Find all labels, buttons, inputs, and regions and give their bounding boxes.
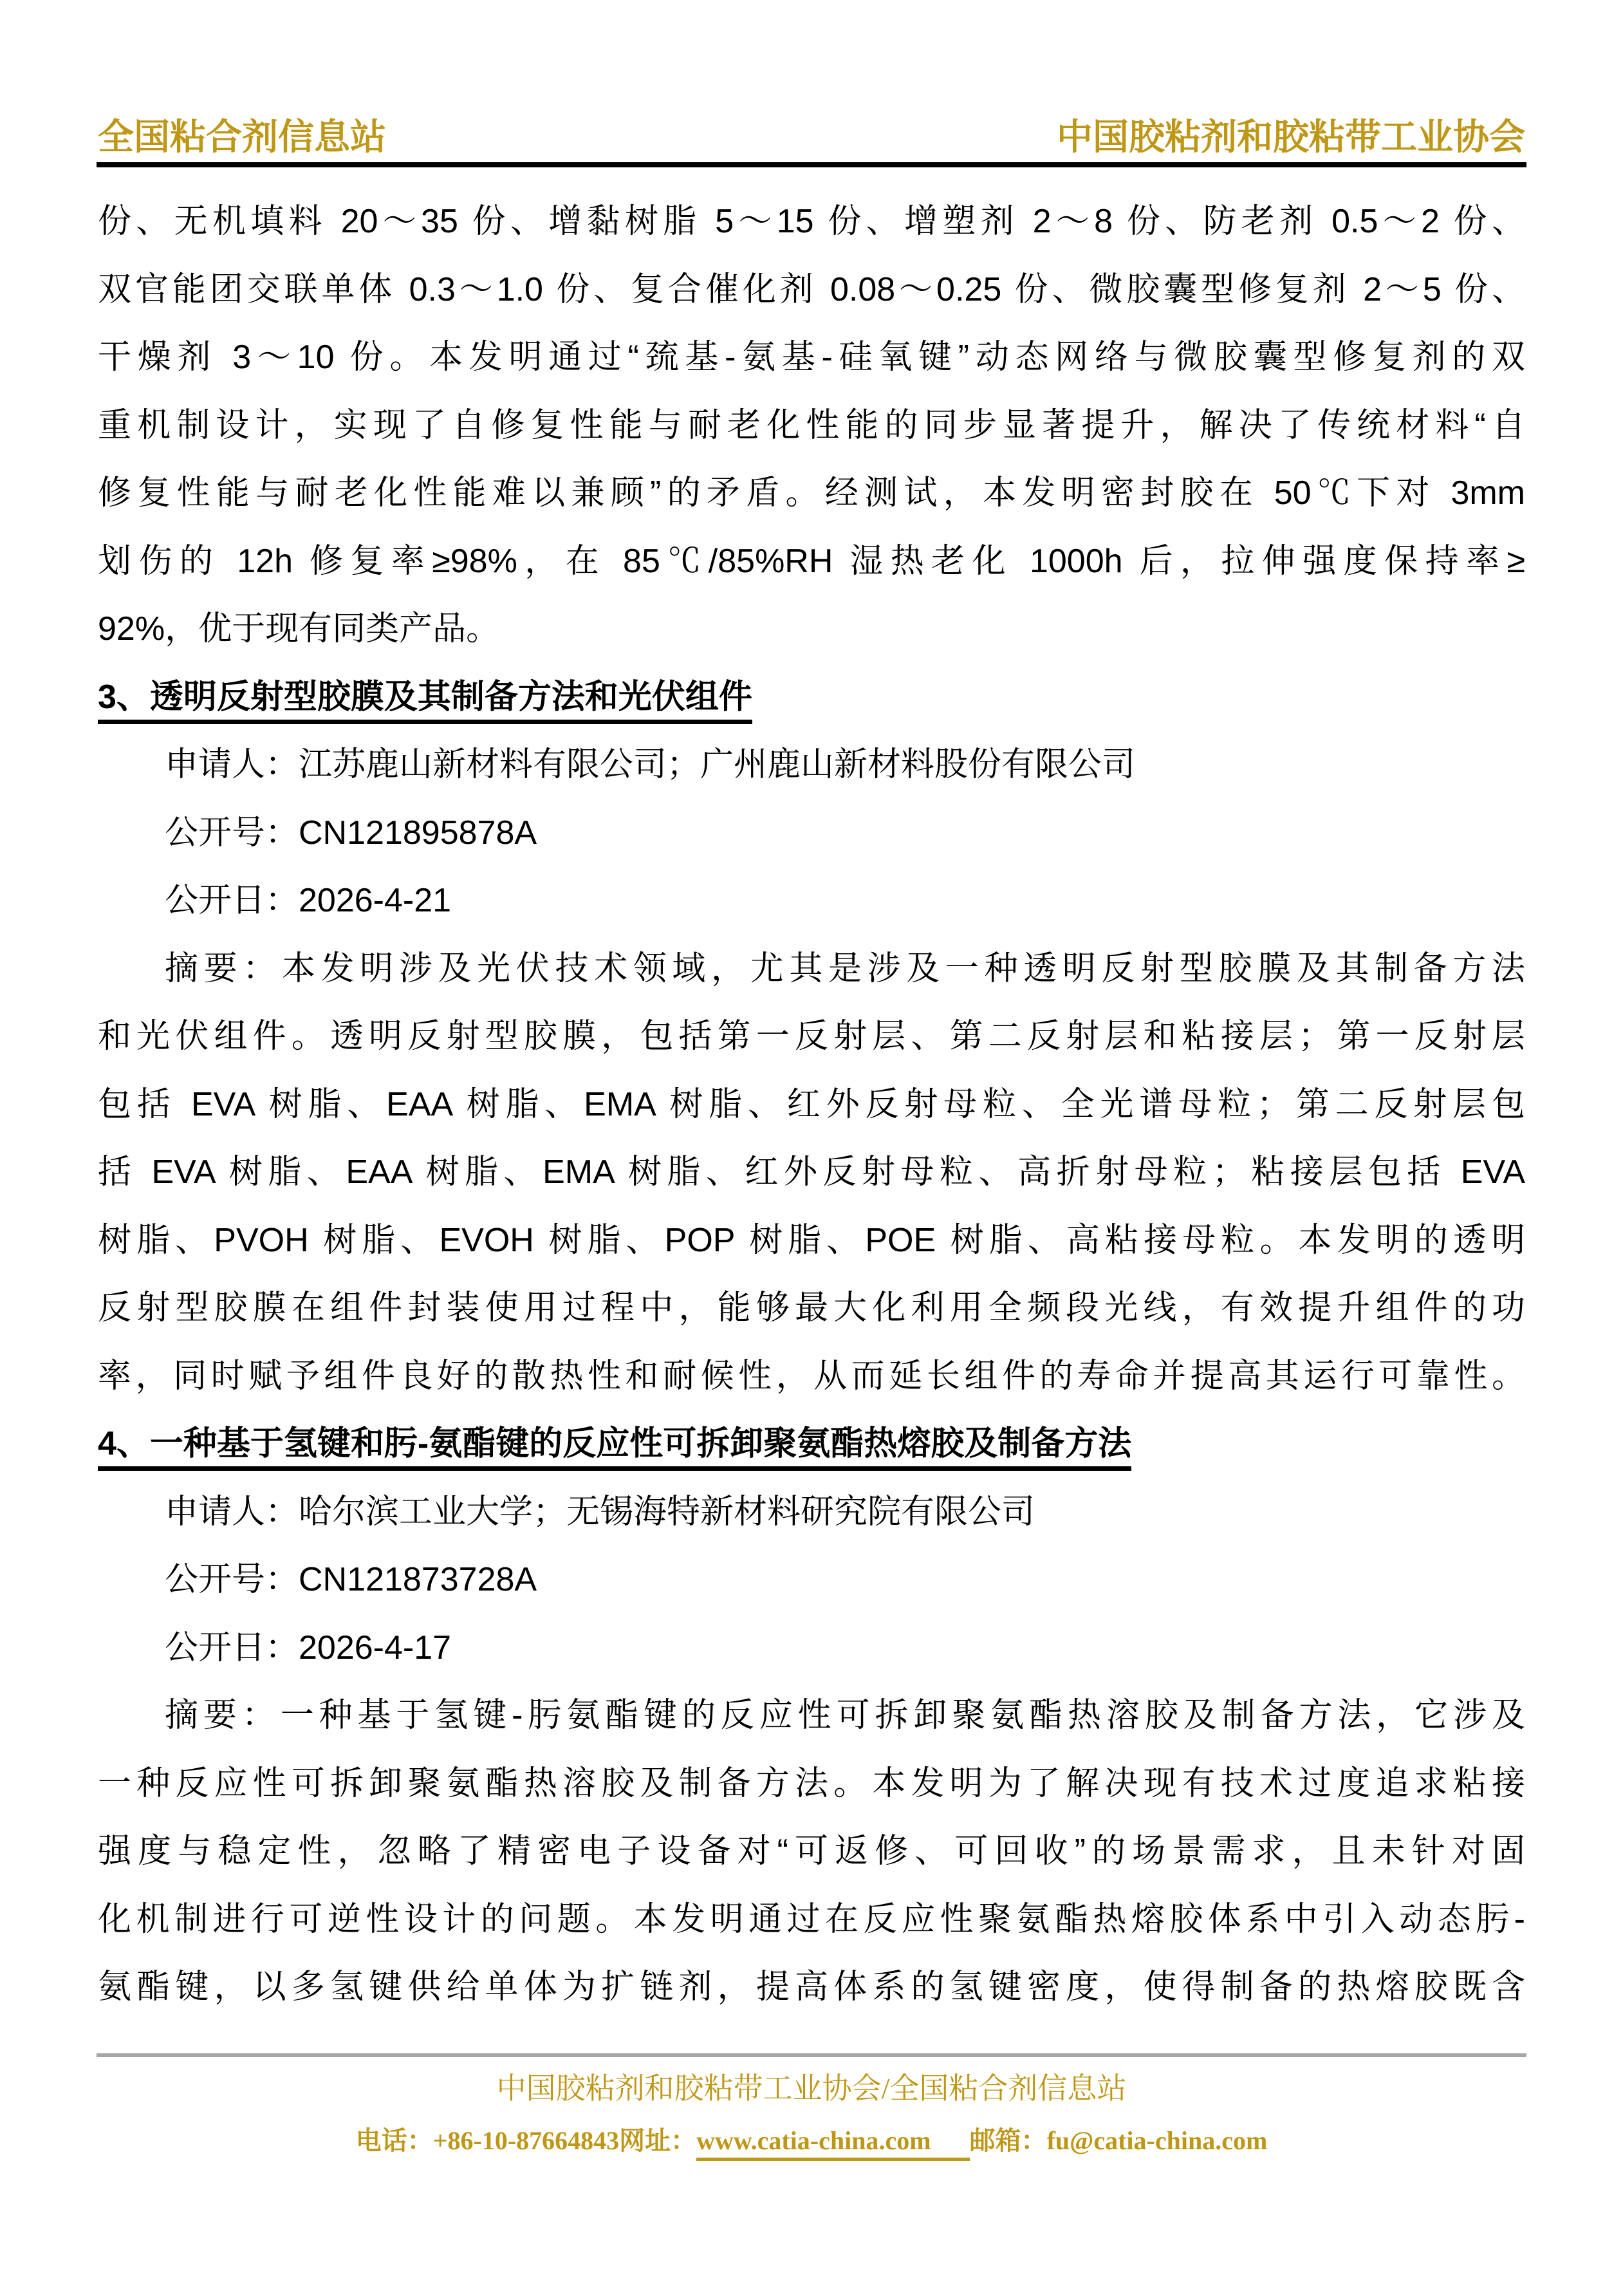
abstract-line: 和光伏组件。透明反射型胶膜，包括第一反射层、第二反射层和粘接层；第一反射层 bbox=[98, 1018, 1525, 1055]
publication-date-line: 公开日：2026-4-21 bbox=[165, 882, 452, 919]
page-header bbox=[98, 115, 1525, 161]
publication-number-line: 公开号：CN121895878A bbox=[165, 814, 537, 852]
section-3-title: 3、透明反射型胶膜及其制备方法和光伏组件 bbox=[98, 678, 752, 724]
body-line: 干燥剂 3～10 份。本发明通过“巯基-氨基-硅氧键”动态网络与微胶囊型修复剂的双 bbox=[98, 339, 1525, 376]
header-divider bbox=[97, 162, 1526, 167]
body-line: 修复性能与耐老化性能难以兼顾”的矛盾。经测试，本发明密封胶在 50℃下对 3mm bbox=[98, 474, 1525, 512]
abstract-line: 括 EVA 树脂、EAA 树脂、EMA 树脂、红外反射母粒、高折射母粒；粘接层包括 EVA bbox=[98, 1153, 1525, 1191]
abstract-line: 树脂、PVOH 树脂、EVOH 树脂、POP 树脂、POE 树脂、高粘接母粒。本发明的透明 bbox=[98, 1221, 1525, 1259]
footer-divider bbox=[97, 2053, 1526, 2057]
abstract-line: 包括 EVA 树脂、EAA 树脂、EMA 树脂、红外反射母粒、全光谱母粒；第二反射层包 bbox=[98, 1085, 1525, 1123]
phone-segment bbox=[356, 2126, 619, 2155]
section-3-heading bbox=[98, 664, 1525, 732]
body-line: 份、无机填料 20～35 份、增黏树脂 5～15 份、增塑剂 2～8 份、防老剂 0.5～2 份、 bbox=[98, 203, 1525, 240]
abstract-line: 强度与稳定性，忽略了精密电子设备对“可返修、可回收”的场景需求，且未针对固 bbox=[98, 1833, 1525, 1870]
website-segment bbox=[619, 2126, 969, 2161]
header-right-title: 中国胶粘剂和胶粘带工业协会 bbox=[1057, 118, 1525, 158]
phone-label: 电话： bbox=[355, 2126, 433, 2155]
document-body bbox=[98, 188, 1525, 2022]
body-line: 划伤的 12h 修复率≥98%，在 85℃/85%RH 湿热老化 1000h 后，拉伸强度保持率≥ bbox=[98, 542, 1525, 580]
section-4-title: 4、一种基于氢键和肟-氨酯键的反应性可拆卸聚氨酯热熔胶及制备方法 bbox=[98, 1425, 1131, 1471]
abstract-line: 摘要：一种基于氢键-肟氨酯键的反应性可拆卸聚氨酯热溶胶及制备方法，它涉及 bbox=[165, 1697, 1525, 1734]
footer-contact-line bbox=[0, 2123, 1623, 2159]
abstract-line: 摘要：本发明涉及光伏技术领域，尤其是涉及一种透明反射型胶膜及其制备方法 bbox=[165, 949, 1525, 987]
publication-date-line: 公开日：2026-4-17 bbox=[165, 1629, 452, 1666]
applicant-line: 申请人：哈尔滨工业大学；无锡海特新材料研究院有限公司 bbox=[165, 1493, 1035, 1531]
email-address: fu@catia-china.com bbox=[1046, 2126, 1268, 2155]
email-label: 邮箱： bbox=[969, 2126, 1047, 2155]
body-line: 双官能团交联单体 0.3～1.0 份、复合催化剂 0.08～0.25 份、微胶囊型修复剂 2～5 份、 bbox=[98, 270, 1525, 308]
abstract-line: 一种反应性可拆卸聚氨酯热溶胶及制备方法。本发明为了解决现有技术过度追求粘接 bbox=[98, 1764, 1525, 1802]
header-left-title: 全国粘合剂信息站 bbox=[98, 118, 386, 158]
body-line: 92%，优于现有同类产品。 bbox=[98, 610, 500, 648]
email-segment bbox=[970, 2126, 1268, 2155]
abstract-line: 氨酯键，以多氢键供给单体为扩链剂，提高体系的氢键密度，使得制备的热熔胶既含 bbox=[98, 1968, 1525, 2006]
abstract-line: 反射型胶膜在组件封装使用过程中，能够最大化利用全频段光线，有效提升组件的功 bbox=[98, 1289, 1525, 1327]
website-link[interactable]: www.catia-china.com bbox=[696, 2126, 969, 2161]
body-line: 重机制设计，实现了自修复性能与耐老化性能的同步显著提升，解决了传统材料“自 bbox=[98, 406, 1525, 444]
applicant-line: 申请人：江苏鹿山新材料有限公司；广州鹿山新材料股份有限公司 bbox=[165, 746, 1136, 783]
footer-association-line: 中国胶粘剂和胶粘带工业协会/全国粘合剂信息站 bbox=[496, 2072, 1127, 2105]
abstract-line: 化机制进行可逆性设计的问题。本发明通过在反应性聚氨酯热熔胶体系中引入动态肟- bbox=[98, 1900, 1525, 1938]
website-label: 网址： bbox=[619, 2126, 697, 2155]
phone-number: +86-10-87664843 bbox=[432, 2126, 620, 2155]
publication-number-line: 公开号：CN121873728A bbox=[165, 1561, 537, 1598]
section-4-heading bbox=[98, 1410, 1525, 1479]
abstract-line: 率，同时赋予组件良好的散热性和耐候性，从而延长组件的寿命并提高其运行可靠性。 bbox=[98, 1357, 1525, 1395]
